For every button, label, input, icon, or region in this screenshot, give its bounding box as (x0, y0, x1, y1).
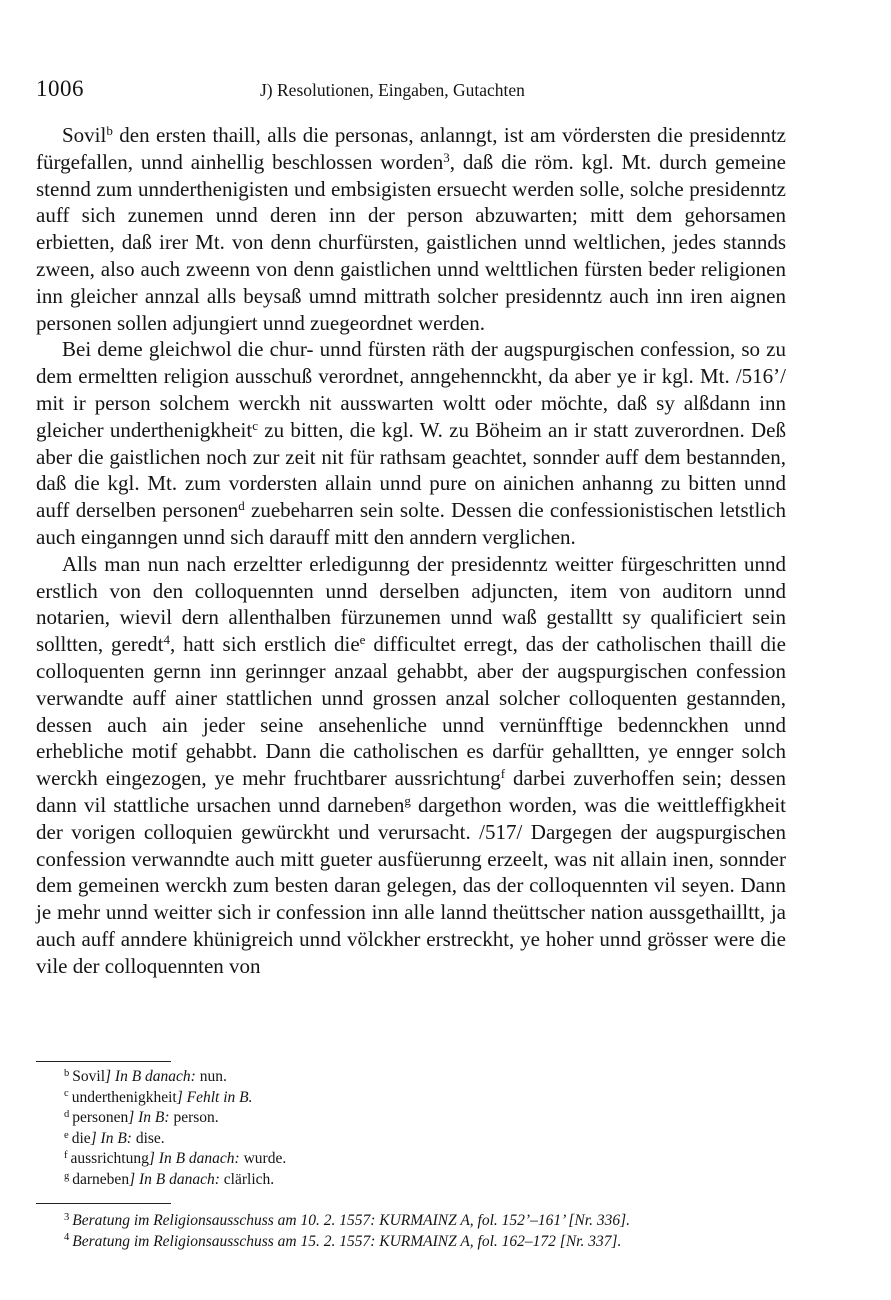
note-reading: clärlich. (223, 1170, 275, 1188)
apparatus-note (64, 1149, 784, 1170)
note-lemma: Sovil (72, 1068, 105, 1085)
note-mark: c (64, 1088, 69, 1100)
note-reference: d (238, 498, 245, 513)
text-run: difficultet erregt, das der catholischen thaill die colloquenten gernn inn gerinnger anzaal gehabbt, aber der augspurgischen confession verwandte auff ainer stattlichen unnd grossen anzal solcher colloquenten gestannden, dessen auch ain jeder seine ansehenliche unnd vernünfftige bedennckhen unnd erhebliche motif gehabbt. Dann die catholischen es darfür gehalltten, ye ennger solch werckh eingezogen, ye mehr fruchtbarer aussrichtung (36, 632, 786, 791)
text-run: darbei zuverhoffen sein; dessen dann vil stattliche ursachen unnd darneben (36, 766, 786, 817)
apparatus-note (64, 1108, 784, 1129)
note-comment: In B danach: (139, 1170, 220, 1188)
note-reference: g (404, 792, 411, 808)
note-comment: In B: (100, 1129, 132, 1147)
note-comment: In B danach: (158, 1150, 240, 1168)
footnotes (64, 1211, 784, 1252)
footnote-mark: 4 (64, 1232, 70, 1244)
critical-apparatus (64, 1067, 784, 1191)
text-run: zu bitten, die kgl. W. zu Böheim an ir statt zuverordnen. Deß aber die gaistlichen noch zur zeit nit für rathsam geachtet, sonnder auff dem bestannden, daß die kgl. Mt. zum vordersten allain unnd pure on ainichen anhanng zu bitten unnd auff derselben personen (36, 417, 787, 523)
text-run: zuebeharren sein solte. Dessen die confessionistischen letstlich auch einganngen unnd sich darauff mitt den anndern verglichen. (36, 498, 786, 549)
text-run: den ersten thaill, alls die personas, anlanngt, ist am vördersten die presidenntz fürgefallen, unnd ainhellig beschlossen worden (36, 123, 786, 174)
running-header (36, 76, 786, 108)
note-mark: f (64, 1150, 68, 1162)
note-mark: e (64, 1129, 69, 1141)
note-comment: In B danach: (114, 1068, 196, 1085)
text-run: dargethon worden, was die weittleffigkheit der vorigen colloquien gewürckht und verursacht. /517/ Dargegen der augspurgischen confession verwanndte auch mitt gueter ausfüerunng erzeelt, was nit allain inen, sonnder dem gemeinen werckh zum besten daran gelegen, das der colloquennten vil seyen. Dann je mehr unnd weitter sich ir confession inn alle lannd theüttscher nation aussgethailltt, ja auch auff anndere khünigreich unnd völckher erstreckht, ye hoher unnd grösser were die vile der colloquennten von (36, 792, 786, 978)
note-mark: b (64, 1067, 70, 1079)
text-run: , hatt sich erstlich die (169, 632, 360, 657)
note-lemma: die (71, 1129, 91, 1147)
paragraph (36, 336, 786, 550)
note-reading: dise. (135, 1129, 165, 1147)
footnote-text: Beratung im Religionsausschuss am 15. 2. 1557: KURMAINZ A, fol. 162–172 [Nr. 337]. (72, 1232, 622, 1250)
note-mark: g (64, 1170, 70, 1182)
note-reference: f (500, 765, 506, 781)
note-comment: Fehlt in B. (186, 1088, 253, 1106)
note-reading: wurde. (243, 1150, 287, 1168)
note-mark: d (64, 1108, 70, 1120)
text-run: Bei deme gleichwol die chur- unnd fürsten räth der augspurgischen confession, so zu dem ermeltten religion ausschuß verordnet, anngehennckht, da aber ye ir kgl. Mt. /516’/ mit ir person solchem werckh nit ausswarten woltt oder möchte, daß sy alßdann inn gleicher underthenigkheit (36, 337, 786, 442)
note-reference: c (252, 417, 258, 433)
apparatus-note (64, 1067, 784, 1088)
footnote-text: Beratung im Religionsausschuss am 10. 2. 1557: KURMAINZ A, fol. 152’–161’ [Nr. 336]. (72, 1212, 630, 1229)
note-lemma: underthenigkheit (71, 1088, 177, 1106)
note-bracket: ] (176, 1088, 183, 1106)
note-bracket: ] (128, 1109, 135, 1127)
note-comment: In B: (138, 1109, 170, 1127)
footnote (64, 1211, 784, 1232)
note-reference: e (359, 631, 366, 647)
footnote (64, 1232, 784, 1253)
text-run: Sovil (62, 123, 107, 147)
note-bracket: ] (105, 1068, 112, 1085)
note-reference: 4 (163, 631, 170, 647)
note-bracket: ] (90, 1129, 97, 1147)
note-lemma: darneben (72, 1170, 130, 1188)
footnotes-divider (36, 1203, 171, 1204)
note-lemma: aussrichtung (70, 1150, 149, 1168)
apparatus-note (64, 1088, 784, 1109)
note-reading: nun. (199, 1068, 227, 1085)
note-bracket: ] (129, 1170, 136, 1188)
text-run: , daß die röm. kgl. Mt. durch gemeine stennd zum unnderthenigisten und embsigisten ersuecht werden solle, solche presidenntz auff sich zunemen unnd deren inn der person abzuwarten; mitt dem gehorsamen erbietten, daß irer Mt. von denn churfürsten, gaistlichen unnd weltlichen, jedes stannds zween, also auch zweenn von denn gaistlichen unnd welttlichen fürsten beder religionen inn gleicher annzal alls beysaß umnd mittrath solcher presidenntz auch inn iren aignen personen sollen adjungiert unnd zuegeordnet werden. (36, 149, 786, 335)
main-text (36, 122, 786, 980)
apparatus-note (64, 1170, 784, 1191)
apparatus-divider (36, 1061, 171, 1062)
text-run: Alls man nun nach erzeltter erledigunng der presidenntz weitter fürgeschritten unnd erstlich von den colloquennten unnd derselben adjuncten, item von auditorn unnd notarien, wievil dern allenthalben fürzunemen unnd waß gestalltt sy qualificiert sein solltten, geredt (36, 551, 786, 657)
paragraph (36, 551, 786, 980)
footnote-mark: 3 (64, 1211, 70, 1223)
note-lemma: personen (72, 1109, 129, 1127)
note-reference: 3 (443, 149, 450, 165)
running-title: J) Resolutionen, Eingaben, Gutachten (260, 80, 525, 100)
apparatus-note (64, 1129, 784, 1150)
note-reference: b (106, 122, 113, 138)
note-bracket: ] (148, 1150, 155, 1168)
note-reading: person. (173, 1109, 219, 1127)
page-number: 1006 (36, 76, 84, 101)
paragraph (36, 122, 786, 336)
